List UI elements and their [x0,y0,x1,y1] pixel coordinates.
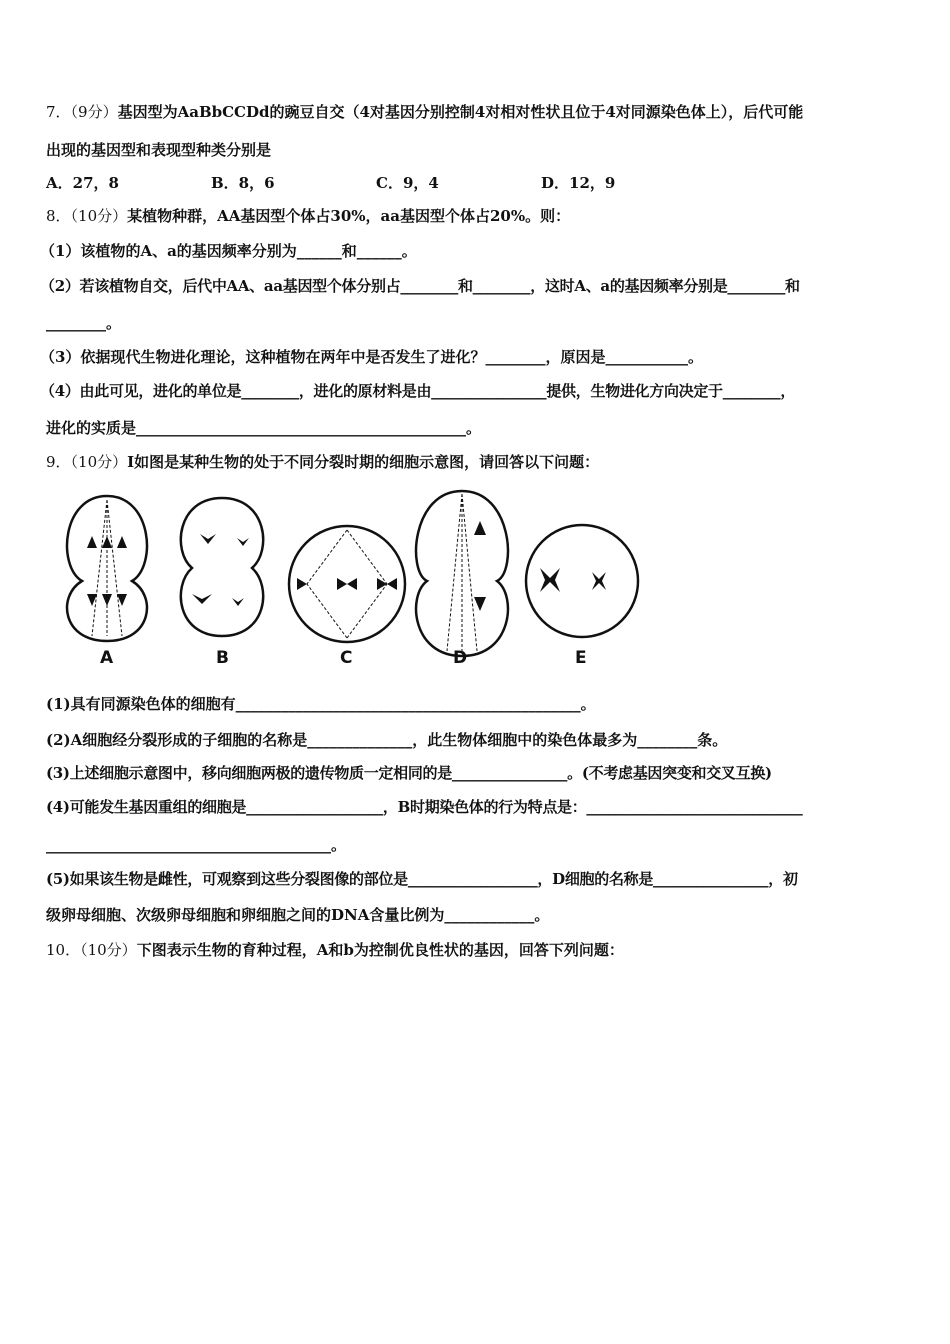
q10-stem [46,940,624,960]
question-number: 9．（10分） [46,453,128,471]
figure-label-d: D [453,648,468,668]
q9-part4-cont: ______________________________________。 [46,836,347,854]
question-number: 8．（10分） [46,207,128,225]
q9-part2: (2)A细胞经分裂形成的子细胞的名称是______________，此生物体细胞中的染色体最多为________条。 [46,731,728,749]
q9-part5-cont: 级卵母细胞、次级卵母细胞和卵细胞之间的DNA含量比例为____________。 [46,906,550,924]
q8-text: 某植物种群，AA基因型个体占30%，aa基因型个体占20%。则： [127,207,571,225]
q7-stem [46,102,803,122]
q7-option-a: A．27，8 [46,174,119,192]
question-number: 7．（9分） [46,103,118,121]
figure-label-b: B [216,648,229,668]
q9-part5: (5)如果该生物是雌性，可观察到这些分裂图像的部位是__________________，D细胞的名称是________________，初 [46,870,798,888]
q10-text: 下图表示生物的育种过程，A和b为控制优良性状的基因，回答下列问题： [136,941,624,959]
q9-part1: (1)具有同源染色体的细胞有______________________________________________。 [46,695,596,713]
q9-part3: (3)上述细胞示意图中，移向细胞两极的遗传物质一定相同的是________________。(不考虑基因突变和交叉互换) [46,764,772,782]
cell-c [289,526,405,642]
q8-stem [46,206,570,226]
q7-text: 基因型为AaBbCCDd的豌豆自交（4对基因分别控制4对相对性状且位于4对同源染色体上），后代可能 [117,103,804,121]
q9-text: I如图是某种生物的处于不同分裂时期的细胞示意图，请回答以下问题： [127,453,600,471]
figure-label-e: E [575,648,587,668]
q9-part4: (4)可能发生基因重组的细胞是___________________，B时期染色体的行为特点是：______________________________ [46,798,803,816]
figure-label-c: C [340,648,353,668]
cell-d [416,491,508,656]
cell-b [181,498,263,636]
figure-label-a: A [100,648,114,668]
q8-part3: （3）依据现代生物进化理论，这种植物在两年中是否发生了进化？________，原因是___________。 [40,348,703,366]
q7-option-b: B．8，6 [211,174,275,192]
q7-option-c: C．9，4 [376,174,439,192]
q8-part1: （1）该植物的A、a的基因频率分别为______和______。 [40,242,417,260]
question-number: 10．（10分） [46,941,137,959]
q8-part2-cont: ________。 [46,314,122,332]
q7-stem-cont: 出现的基因型和表现型种类分别是 [46,141,272,159]
q9-stem [46,452,599,472]
cell-a [67,496,147,641]
q7-option-d: D．12，9 [541,174,616,192]
cell-e [526,525,638,637]
q8-part4-cont: 进化的实质是____________________________________________。 [46,419,482,437]
q8-part2: （2）若该植物自交，后代中AA、aa基因型个体分别占________和________，这时A、a的基因频率分别是________和 [40,277,800,295]
q8-part4: （4）由此可见，进化的单位是________，进化的原材料是由________________提供，生物进化方向决定于________， [40,382,796,400]
